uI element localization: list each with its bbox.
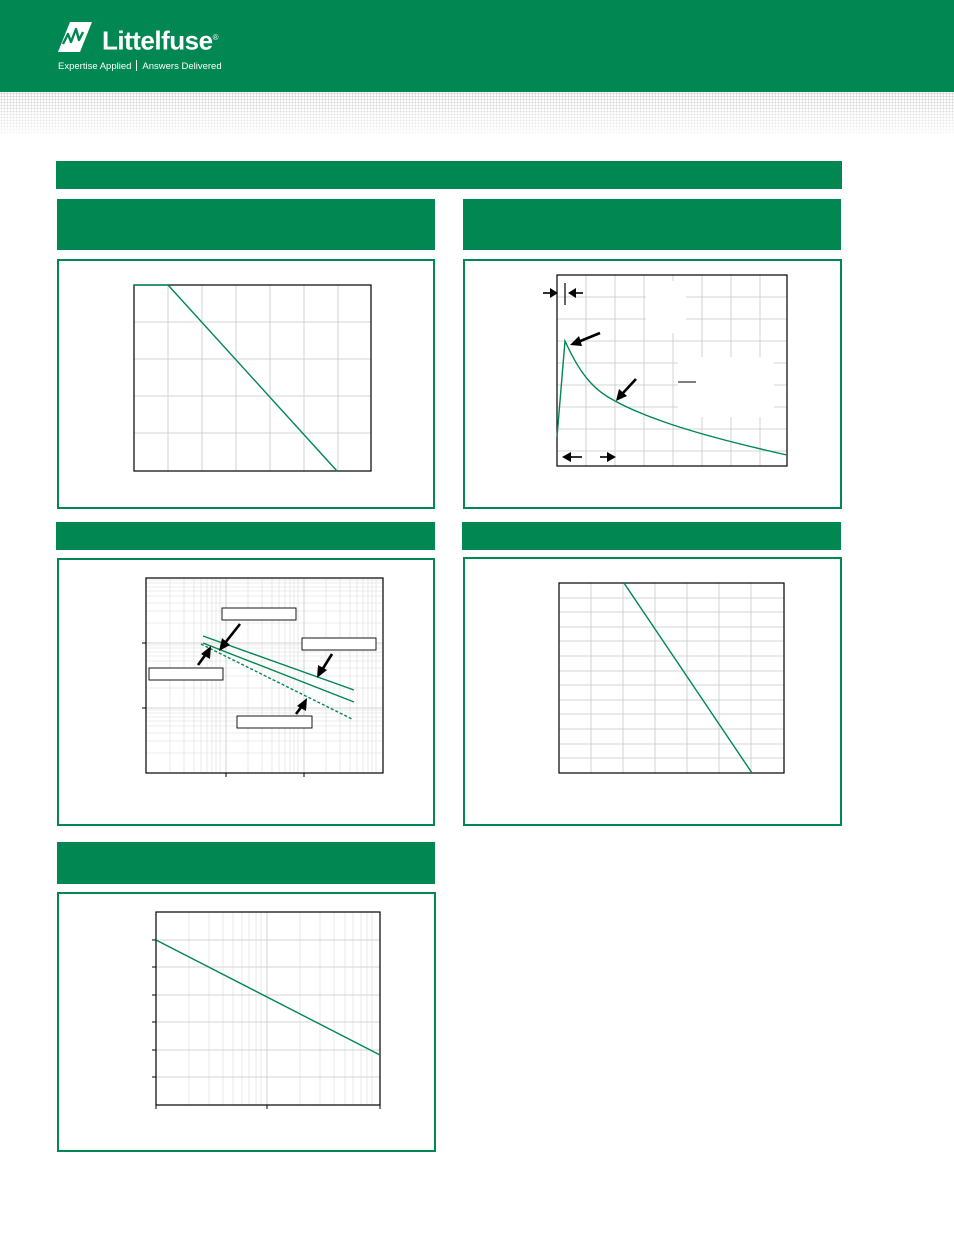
figure-1-title-bar [57,199,435,250]
header-dot-pattern [0,92,954,134]
page-header [0,0,954,92]
chart-2-plot [538,275,788,467]
brand-tagline: Expertise Applied Answers Delivered [58,61,222,72]
brand-name: Littelfuse® [102,25,218,56]
littelfuse-logo-icon [56,20,94,54]
figure-5-title-bar [57,842,435,884]
figure-3-title-bar [56,522,435,550]
section-title-bar [56,161,842,189]
chart-5-plot [156,912,382,1106]
chart-3-plot [146,578,384,774]
chart-1-plot [134,285,372,472]
figure-4-title-bar [462,522,841,550]
figure-2-title-bar [463,199,841,250]
chart-4-plot [559,583,785,774]
